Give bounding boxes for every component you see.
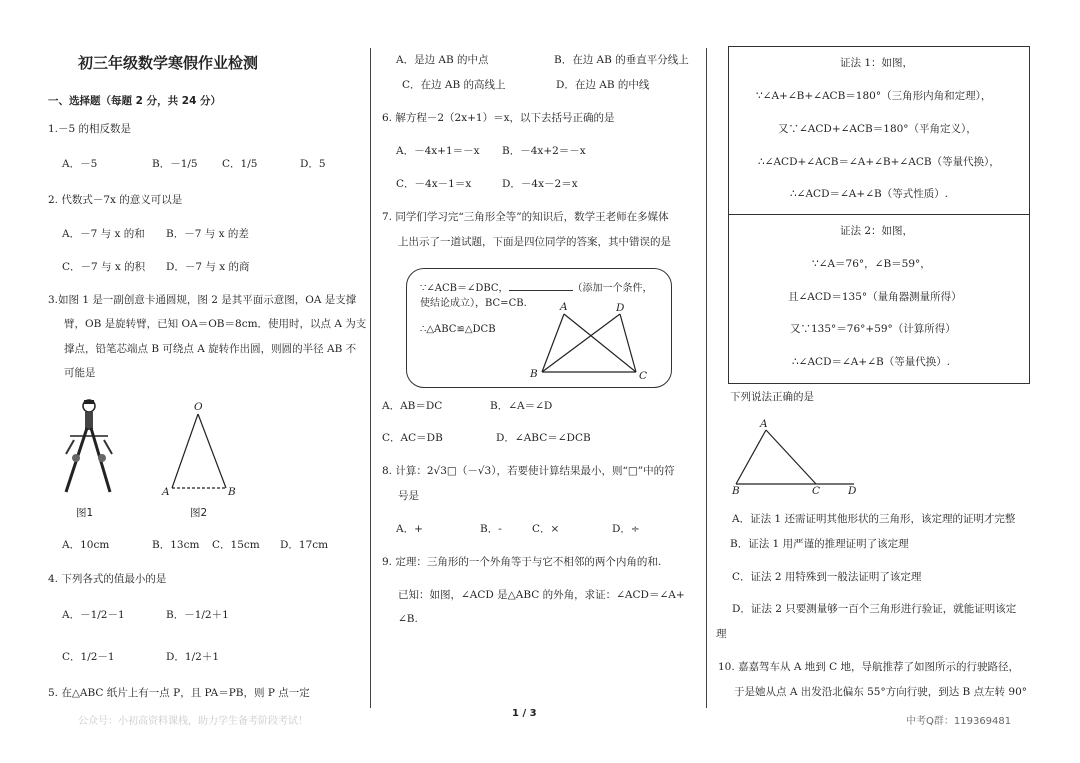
- q8-option-c: C．×: [532, 523, 560, 535]
- q1-stem: 1.－5 的相反数是: [48, 123, 132, 135]
- q3-option-c: C．15cm: [212, 539, 260, 551]
- q9-option-d-line2: 理: [716, 628, 727, 640]
- compass-cartoon-figure: [60, 396, 120, 496]
- q4-stem: 4. 下列各式的值最小的是: [48, 573, 167, 585]
- q8-option-b: B．-: [480, 523, 502, 535]
- q7-label-d: D: [616, 302, 625, 314]
- q1-option-d: D．5: [300, 158, 326, 170]
- q2-stem: 2. 代数式－7x 的意义可以是: [48, 194, 183, 206]
- proof2-heading: 证法 2：如图，: [840, 225, 914, 237]
- q4-option-c: C．1/2－1: [62, 651, 115, 663]
- q4-option-a: A．－1/2－1: [62, 609, 125, 621]
- proof2-line2: 且∠ACD＝135°（量角器测量所得）: [788, 291, 962, 303]
- label-b: B: [228, 486, 236, 498]
- column-divider-left: [370, 48, 371, 708]
- proof2-line4: ∴∠ACD＝∠A+∠B（等量代换）.: [792, 356, 951, 368]
- label-a: A: [162, 486, 170, 498]
- q7-option-b: B．∠A＝∠D: [490, 400, 553, 412]
- q9-line3: ∠B.: [398, 613, 418, 625]
- q7-box-line3: ∴△ABC≌△DCB: [420, 324, 496, 335]
- column-divider-right: [706, 48, 707, 708]
- q7-option-a: A．AB＝DC: [382, 400, 443, 412]
- proof2-line3: 又∵135°＝76°+59°（计算所得）: [790, 323, 956, 335]
- q7-label-b: B: [530, 368, 538, 380]
- q5-option-c: C．在边 AB 的高线上: [402, 79, 506, 91]
- q2-option-d: D．－7 与 x 的商: [166, 261, 250, 273]
- q8-option-d: D．÷: [612, 523, 640, 535]
- proof1-heading: 证法 1：如图，: [840, 57, 914, 69]
- fig-label-b: B: [732, 485, 740, 497]
- q7-option-d: D．∠ABC＝∠DCB: [496, 432, 591, 444]
- q5-option-b: B．在边 AB 的垂直平分线上: [554, 54, 689, 66]
- q9-ask: 下列说法正确的是: [730, 391, 814, 403]
- fig-label-c: C: [812, 485, 821, 497]
- q3-option-d: D．17cm: [280, 539, 329, 551]
- q2-option-c: C．－7 与 x 的积: [62, 261, 146, 273]
- q3-line1: 3.如图 1 是一副创意卡通圆规，图 2 是其平面示意图，OA 是支撑: [48, 294, 357, 306]
- q3-line4: 可能是: [64, 367, 96, 379]
- proof1-line2: 又∵∠ACD+∠ACB＝180°（平角定义），: [778, 123, 977, 135]
- q7-box-condition: ∵∠ACB＝∠DBC，: [420, 283, 509, 294]
- fig-label-a: A: [760, 418, 768, 430]
- q2-option-a: A．－7 与 x 的和: [62, 228, 145, 240]
- q7-line2: 上出示了一道试题，下面是四位同学的答案，其中错误的是: [398, 236, 671, 248]
- q1-option-a: A．－5: [62, 158, 98, 170]
- q7-box-line2: 使结论成立），BC=CB.: [420, 298, 527, 309]
- q8-line2: 号是: [398, 490, 419, 502]
- section-heading: 一、选择题（每题 2 分，共 24 分）: [48, 95, 222, 107]
- proof1-line4: ∴∠ACD＝∠A+∠B（等式性质）.: [790, 188, 949, 200]
- footer-watermark-left: 公众号：小初高资料课栈，助力学生备考阶段考试！: [78, 716, 308, 727]
- q4-option-d: D．1/2＋1: [166, 651, 219, 663]
- q3-line3: 撑点，铅笔芯端点 B 可绕点 A 旋转作出圆，则圆的半径 AB 不: [64, 343, 357, 355]
- fig-label-d: D: [848, 485, 857, 497]
- q5-option-a: A．是边 AB 的中点: [396, 54, 489, 66]
- q5-option-d: D．在边 AB 的中线: [556, 79, 650, 91]
- q4-option-b: B．－1/2＋1: [166, 609, 229, 621]
- q9-line2: 已知：如图，∠ACD 是△ABC 的外角，求证：∠ACD＝∠A+: [398, 589, 685, 601]
- q3-option-a: A．10cm: [62, 539, 110, 551]
- q10-line1: 10. 嘉嘉驾车从 A 地到 C 地，导航推荐了如图所示的行驶路径，: [718, 661, 1020, 673]
- label-o: O: [194, 401, 203, 413]
- q7-label-c: C: [639, 370, 648, 382]
- q6-option-d: D．－4x－2＝x: [502, 178, 578, 190]
- q9-line1: 9. 定理：三角形的一个外角等于与它不相邻的两个内角的和.: [382, 556, 662, 568]
- q6-option-a: A．－4x+1＝－x: [396, 145, 480, 157]
- q6-option-c: C．－4x－1＝x: [396, 178, 472, 190]
- figure1-caption: 图1: [76, 507, 94, 519]
- q2-option-b: B．－7 与 x 的差: [166, 228, 249, 240]
- q8-option-a: A．+: [396, 523, 423, 535]
- q7-option-c: C．AC＝DB: [382, 432, 443, 444]
- q10-line2: 于是她从点 A 出发沿北偏东 55°方向行驶，到达 B 点左转 90°: [734, 686, 1028, 698]
- q9-option-c: C．证法 2 用特殊到一般法证明了该定理: [732, 571, 922, 583]
- page-title: 初三年级数学寒假作业检测: [78, 54, 259, 72]
- q6-stem: 6. 解方程－2（2x+1）＝x，以下去括号正确的是: [382, 112, 615, 124]
- q6-option-b: B．－4x+2＝－x: [502, 145, 586, 157]
- q9-option-d-line1: D．证法 2 只要测量够一百个三角形进行验证，就能证明该定: [732, 603, 1017, 615]
- exterior-angle-figure: [728, 420, 868, 496]
- q7-answer-blank: [509, 280, 573, 291]
- proof1-line1: ∵∠A+∠B+∠ACB＝180°（三角形内角和定理），: [756, 90, 992, 102]
- q7-quadrilateral-figure: [530, 300, 650, 380]
- triangle-oab-figure: [160, 400, 250, 500]
- proof1-line3: ∴∠ACD+∠ACB＝∠A+∠B+∠ACB（等量代换），: [758, 156, 1000, 168]
- q7-box-line1: [420, 280, 653, 296]
- proof2-line1: ∵∠A＝76°，∠B＝59°，: [812, 258, 931, 270]
- figure2-caption: 图2: [190, 507, 208, 519]
- proof-table-divider: [728, 214, 1030, 215]
- q7-box-hint: （添加一个条件，: [572, 283, 653, 294]
- q3-option-b: B．13cm: [152, 539, 200, 551]
- q5-stem: 5. 在△ABC 纸片上有一点 P，且 PA＝PB，则 P 点一定: [48, 687, 310, 699]
- q7-line1: 7. 同学们学习完“三角形全等”的知识后，数学王老师在多媒体: [382, 211, 669, 223]
- q1-option-b: B．－1/5: [152, 158, 198, 170]
- q9-option-b: B．证法 1 用严谨的推理证明了该定理: [730, 538, 909, 550]
- q9-option-a: A．证法 1 还需证明其他形状的三角形，该定理的证明才完整: [732, 513, 1016, 525]
- q3-line2: 臂，OB 是旋转臂，已知 OA＝OB＝8cm．使用时，以点 A 为支: [64, 318, 367, 330]
- q8-line1: 8. 计算：2√3□（－√3），若要使计算结果最小，则“□”中的符: [382, 465, 675, 477]
- footer-watermark-right: 中考Q群：119369481: [906, 716, 1012, 727]
- q1-option-c: C．1/5: [222, 158, 258, 170]
- footer-page-number: 1 / 3: [512, 708, 537, 719]
- q7-label-a: A: [560, 301, 568, 313]
